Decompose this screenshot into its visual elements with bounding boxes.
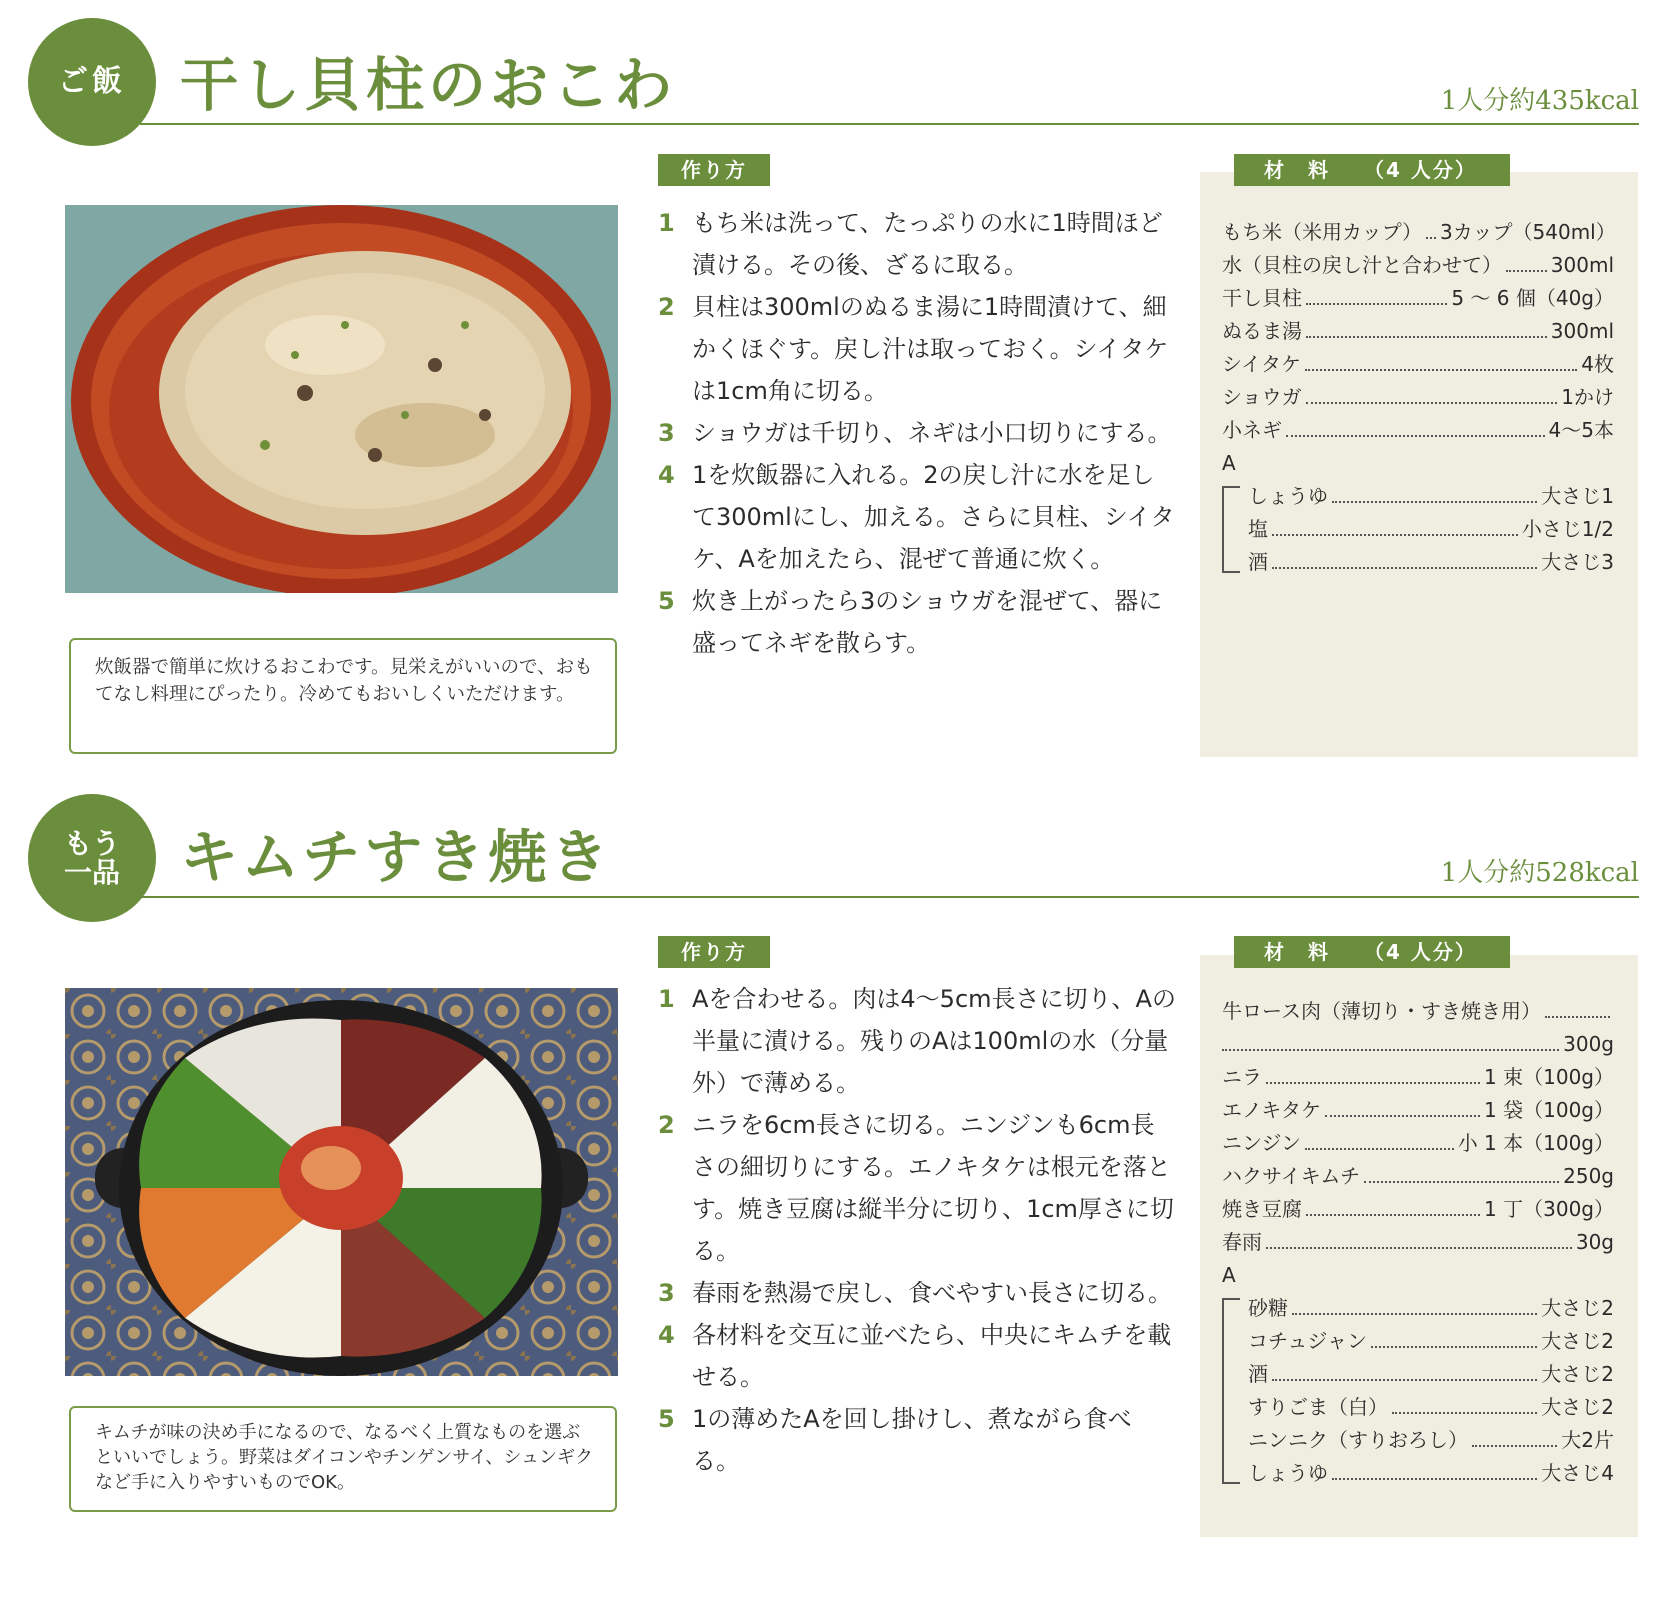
ingredients-list <box>1222 216 1614 579</box>
step-number: 4 <box>658 461 675 489</box>
ingredient-name: 塩 <box>1248 517 1268 541</box>
recipe-title: キムチすき焼き <box>180 823 613 891</box>
ingredient-row <box>1222 1193 1614 1226</box>
leader-dots <box>1222 1049 1559 1051</box>
ingredient-amount: 小さじ1/2 <box>1521 517 1614 541</box>
ingredient-name: ニンジン <box>1222 1131 1301 1155</box>
category-badge <box>28 794 156 922</box>
step-number: 5 <box>658 1405 675 1433</box>
ingredient-name: しょうゆ <box>1248 484 1328 508</box>
ingredient-row <box>1222 381 1614 414</box>
title-divider <box>140 896 1639 898</box>
ingredient-name: 干し貝柱 <box>1222 286 1302 310</box>
ingredient-row <box>1248 546 1614 579</box>
step-item <box>658 454 1178 580</box>
recipe-kimchi-sukiyaki <box>0 780 1653 1602</box>
ingredient-row <box>1248 1391 1614 1424</box>
seasoning-group-label: A <box>1222 1263 1236 1287</box>
ingredient-row <box>1222 1127 1614 1160</box>
step-item <box>658 1314 1178 1398</box>
leader-dots <box>1306 336 1547 338</box>
ingredient-name: シイタケ <box>1222 352 1301 376</box>
ingredient-name: 小ネギ <box>1222 418 1282 442</box>
leader-dots <box>1306 303 1447 305</box>
ingredient-amount: 5 ～ 6 個（40g） <box>1451 286 1614 310</box>
ingredient-name: 砂糖 <box>1248 1296 1288 1320</box>
step-item <box>658 412 1178 454</box>
leader-dots <box>1272 534 1518 536</box>
leader-dots <box>1364 1181 1559 1183</box>
category-badge <box>28 18 156 146</box>
ingredient-name: ショウガ <box>1222 385 1302 409</box>
ingredient-row <box>1222 1061 1614 1094</box>
leader-dots <box>1506 270 1547 272</box>
step-number: 4 <box>658 1321 675 1349</box>
ingredient-amount: 1 束（100g） <box>1484 1065 1614 1089</box>
ingredient-name: コチュジャン <box>1248 1329 1367 1353</box>
ingredient-row <box>1222 995 1614 1028</box>
dish-photo <box>65 988 618 1376</box>
ingredient-name: 牛ロース肉（薄切り・すき焼き用） <box>1222 999 1541 1023</box>
step-item <box>658 286 1178 412</box>
ingredient-name: ニンニク（すりおろし） <box>1248 1428 1468 1452</box>
ingredient-amount: 大さじ3 <box>1541 550 1614 574</box>
leader-dots <box>1332 501 1537 503</box>
ingredient-name: ぬるま湯 <box>1222 319 1302 343</box>
ingredient-row <box>1248 1424 1614 1457</box>
step-number: 3 <box>658 419 675 447</box>
ingredient-amount: 大さじ1 <box>1541 484 1614 508</box>
steps-list <box>658 202 1178 664</box>
leader-dots <box>1306 402 1558 404</box>
step-number: 3 <box>658 1279 675 1307</box>
leader-dots <box>1545 1016 1610 1018</box>
title-divider <box>140 123 1639 125</box>
category-label-line1: もう <box>63 826 120 860</box>
ingredient-name: 酒 <box>1248 550 1268 574</box>
step-text: ショウガは千切り、ネギは小口切りにする。 <box>692 419 1172 447</box>
step-item <box>658 1104 1178 1272</box>
step-number: 1 <box>658 209 675 237</box>
ingredient-row <box>1222 1094 1614 1127</box>
ingredient-row <box>1222 249 1614 282</box>
recipe-note <box>69 1406 617 1512</box>
ingredient-amount: 300ml <box>1550 253 1614 277</box>
leader-dots <box>1266 1247 1572 1249</box>
ingredient-amount: 大さじ2 <box>1541 1329 1614 1353</box>
note-text: 炊飯器で簡単に炊けるおこわです。見栄えがいいので、おもてなし料理にぴったり。冷めてもおいしくいただけます。 <box>95 657 593 705</box>
recipe-okowa <box>0 0 1653 780</box>
steps-heading: 作り方 <box>658 936 770 968</box>
ingredient-amount: 大2片 <box>1561 1428 1614 1452</box>
step-text: 炊き上がったら3のショウガを混ぜて、器に盛ってネギを散らす。 <box>692 587 1163 657</box>
category-label-line2: 一品 <box>63 856 120 889</box>
ingredient-amount: 大さじ4 <box>1541 1461 1614 1485</box>
ingredients-list <box>1222 995 1614 1490</box>
calorie-info: 1人分約435kcal <box>1440 86 1639 116</box>
ingredient-name: もち米（米用カップ） <box>1222 220 1422 244</box>
calorie-info: 1人分約528kcal <box>1440 858 1639 888</box>
ingredient-amount: 大さじ2 <box>1541 1362 1614 1386</box>
ingredient-row <box>1222 1226 1614 1259</box>
ingredient-row <box>1248 1325 1614 1358</box>
step-number: 1 <box>658 985 675 1013</box>
ingredient-amount: 1 丁（300g） <box>1484 1197 1614 1221</box>
step-text: 貝柱は300mlのぬるま湯に1時間漬けて、細かくほぐす。戻し汁は取っておく。シイタケは1cm角に切る。 <box>692 293 1169 405</box>
step-text: 1を炊飯器に入れる。2の戻し汁に水を足して300mlにし、加える。さらに貝柱、シイタケ、Aを加えたら、混ぜて普通に炊く。 <box>692 461 1175 573</box>
step-text: もち米は洗って、たっぷりの水に1時間ほど漬ける。その後、ざるに取る。 <box>692 209 1163 279</box>
ingredient-row <box>1248 480 1614 513</box>
leader-dots <box>1426 237 1436 239</box>
ingredient-name: 焼き豆腐 <box>1222 1197 1302 1221</box>
group-bracket <box>1222 1298 1240 1484</box>
ingredient-row <box>1222 315 1614 348</box>
step-number: 5 <box>658 587 675 615</box>
steps-heading: 作り方 <box>658 154 770 186</box>
step-text: 1の薄めたAを回し掛けし、煮ながら食べる。 <box>692 1405 1132 1475</box>
category-label: ご飯 <box>58 64 126 100</box>
leader-dots <box>1272 1379 1537 1381</box>
group-bracket <box>1222 486 1240 573</box>
seasoning-group <box>1222 480 1614 579</box>
ingredients-heading: 材 料 （4 人分） <box>1234 154 1510 186</box>
okowa-photo-illustration <box>65 205 618 593</box>
ingredient-row <box>1222 282 1614 315</box>
leader-dots <box>1305 369 1577 371</box>
dish-photo <box>65 205 618 593</box>
ingredient-row <box>1248 1292 1614 1325</box>
step-text: 各材料を交互に並べたら、中央にキムチを載せる。 <box>692 1321 1172 1391</box>
step-item <box>658 978 1178 1104</box>
ingredient-name: 水（貝柱の戻し汁と合わせて） <box>1222 253 1502 277</box>
ingredient-row <box>1222 348 1614 381</box>
ingredient-amount: 4～5本 <box>1548 418 1614 442</box>
ingredient-amount: 3カップ（540ml） <box>1440 220 1616 244</box>
ingredient-amount: 小 1 本（100g） <box>1457 1131 1614 1155</box>
leader-dots <box>1286 435 1545 437</box>
ingredient-row <box>1248 513 1614 546</box>
ingredient-row <box>1222 1160 1614 1193</box>
ingredient-amount: 4枚 <box>1581 352 1614 376</box>
ingredient-name: ニラ <box>1222 1065 1262 1089</box>
ingredient-name: 春雨 <box>1222 1230 1262 1254</box>
recipe-note <box>69 638 617 754</box>
step-number: 2 <box>658 1111 675 1139</box>
ingredient-amount: 1かけ <box>1561 385 1614 409</box>
leader-dots <box>1272 567 1537 569</box>
ingredient-name: すりごま（白） <box>1248 1395 1388 1419</box>
ingredient-amount: 250g <box>1563 1164 1614 1188</box>
leader-dots <box>1392 1412 1537 1414</box>
leader-dots <box>1305 1148 1454 1150</box>
leader-dots <box>1306 1214 1480 1216</box>
step-text: ニラを6cm長さに切る。ニンジンも6cm長さの細切りにする。エノキタケは根元を落とす。焼き豆腐は縦半分に切り、1cm厚さに切る。 <box>692 1111 1174 1265</box>
ingredient-amount: 大さじ2 <box>1541 1296 1614 1320</box>
step-item <box>658 202 1178 286</box>
ingredient-amount: 300g <box>1563 1032 1614 1056</box>
ingredient-amount: 300ml <box>1550 319 1614 343</box>
step-item <box>658 1398 1178 1482</box>
ingredients-heading: 材 料 （4 人分） <box>1234 936 1510 968</box>
leader-dots <box>1325 1115 1480 1117</box>
step-text: Aを合わせる。肉は4～5cm長さに切り、Aの半量に漬ける。残りのAは100mlの水（分量外）で薄める。 <box>692 985 1176 1097</box>
ingredient-row <box>1222 414 1614 447</box>
ingredient-amount: 大さじ2 <box>1541 1395 1614 1419</box>
steps-list <box>658 978 1178 1482</box>
recipe-title: 干し貝柱のおこわ <box>180 51 677 119</box>
ingredient-name: 酒 <box>1248 1362 1268 1386</box>
ingredient-amount: 1 袋（100g） <box>1484 1098 1614 1122</box>
step-text: 春雨を熱湯で戻し、食べやすい長さに切る。 <box>692 1279 1172 1307</box>
leader-dots <box>1292 1313 1537 1315</box>
step-item <box>658 580 1178 664</box>
ingredient-row <box>1222 216 1614 249</box>
ingredient-name: エノキタケ <box>1222 1098 1321 1122</box>
step-number: 2 <box>658 293 675 321</box>
leader-dots <box>1472 1445 1557 1447</box>
step-item <box>658 1272 1178 1314</box>
note-text: キムチが味の決め手になるので、なるべく上質なものを選ぶといいでしょう。野菜はダイコンやチンゲンサイ、シュンギクなど手に入りやすいものでOK。 <box>95 1422 594 1493</box>
seasoning-group-label: A <box>1222 451 1236 475</box>
leader-dots <box>1266 1082 1480 1084</box>
sukiyaki-photo-illustration <box>65 988 618 1376</box>
ingredient-name: ハクサイキムチ <box>1222 1164 1360 1188</box>
seasoning-group <box>1222 1292 1614 1490</box>
leader-dots <box>1332 1478 1537 1480</box>
ingredient-row <box>1248 1457 1614 1490</box>
leader-dots <box>1371 1346 1537 1348</box>
ingredient-row <box>1248 1358 1614 1391</box>
ingredient-amount: 30g <box>1575 1230 1614 1254</box>
ingredient-row-continued <box>1222 1028 1614 1061</box>
ingredient-name: しょうゆ <box>1248 1461 1328 1485</box>
